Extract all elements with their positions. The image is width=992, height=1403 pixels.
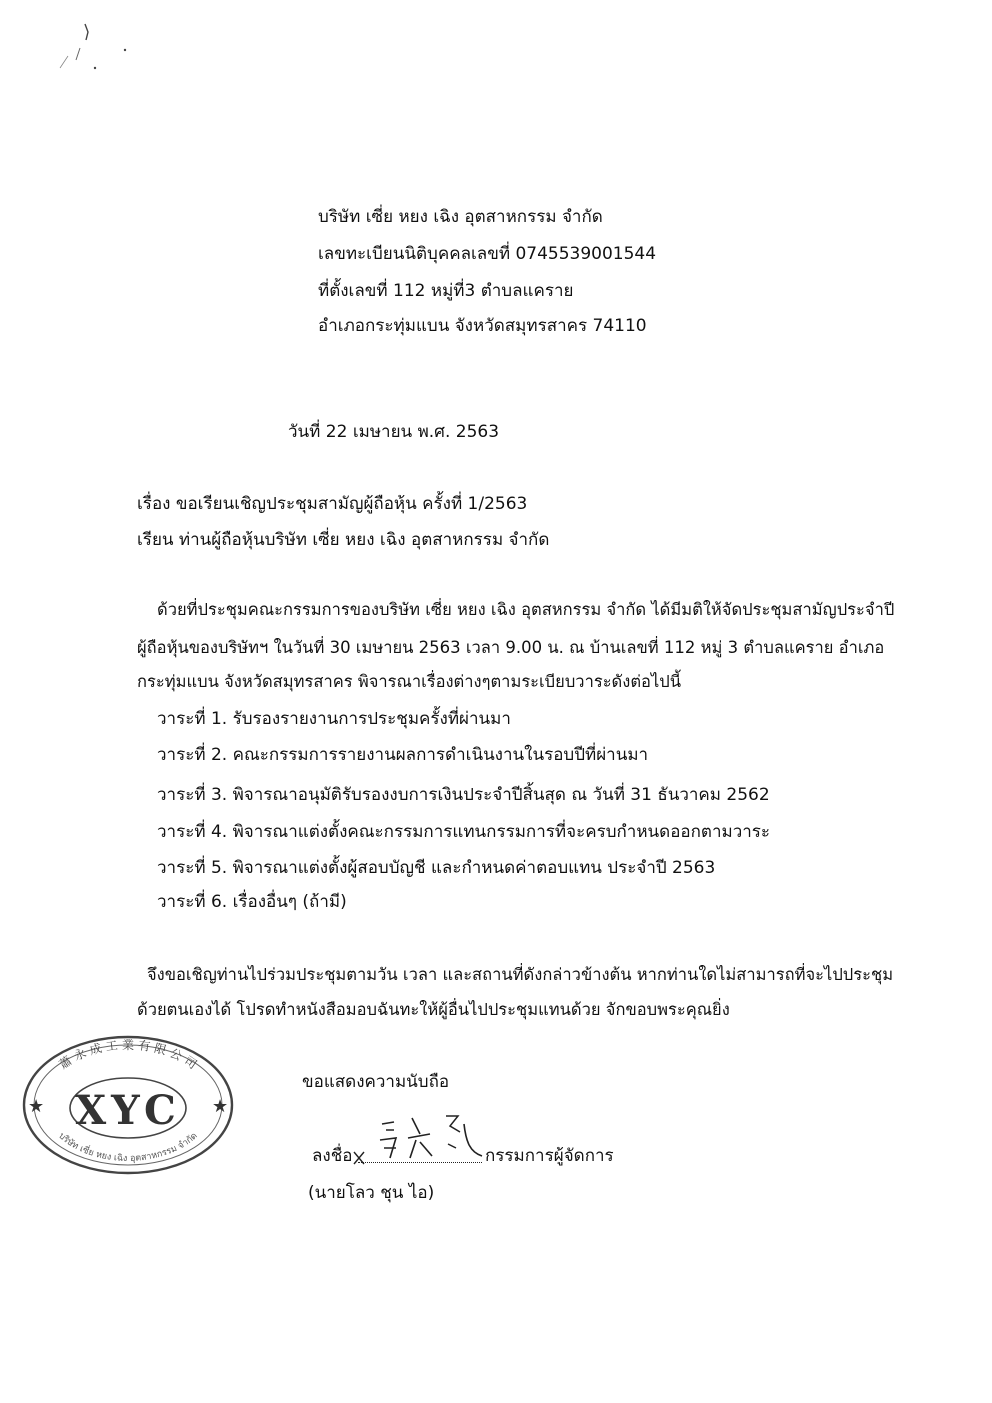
signer-title: กรรมการผู้จัดการ	[485, 1146, 614, 1166]
svg-text:XYC: XYC	[75, 1087, 181, 1134]
closing-line-2: ด้วยตนเองได้ โปรดทำหนังสือมอบฉันทะให้ผู้อื่นไปประชุมแทนด้วย จักขอบพระคุณยิ่ง	[137, 1000, 730, 1019]
svg-text:★: ★	[28, 1096, 45, 1117]
signature-label: ลงชื่อ	[312, 1146, 353, 1166]
svg-text:บริษัท เซี่ย หยง เฉิง อุตสาหกร: บริษัท เซี่ย หยง เฉิง อุตสาหกรรม จำกัด	[56, 1131, 200, 1164]
company-seal	[14, 1030, 242, 1180]
agenda-item-5: วาระที่ 5. พิจารณาแต่งตั้งผู้สอบบัญชี และกำหนดค่าตอบแทน ประจำปี 2563	[157, 858, 716, 878]
agenda-item-2: วาระที่ 2. คณะกรรมการรายงานผลการดำเนินงานในรอบปีที่ผ่านมา	[157, 745, 649, 765]
regards-text: ขอแสดงความนับถือ	[302, 1072, 450, 1092]
svg-text:★: ★	[212, 1096, 229, 1117]
scan-artifact	[30, 18, 140, 98]
letter-subject: เรื่อง ขอเรียนเชิญประชุมสามัญผู้ถือหุ้น ครั้งที่ 1/2563	[137, 494, 528, 514]
letter-recipient: เรียน ท่านผู้ถือหุ้นบริษัท เซี่ย หยง เฉิง อุตสาหกรรม จำกัด	[137, 530, 550, 550]
address-line-2: อำเภอกระทุ่มแบน จังหวัดสมุทรสาคร 74110	[318, 316, 647, 336]
registration-number: เลขทะเบียนนิติบุคคลเลขที่ 0745539001544	[318, 244, 657, 264]
signer-name: (นายโลว ชุน ไอ)	[308, 1183, 435, 1203]
svg-text:蕭 永 成 工 業 有 限 公 司: 蕭 永 成 工 業 有 限 公 司	[56, 1038, 200, 1072]
agenda-item-1: วาระที่ 1. รับรองรายงานการประชุมครั้งที่ผ่านมา	[157, 709, 511, 729]
handwritten-signature	[350, 1112, 490, 1170]
closing-line-1: จึงขอเชิญท่านไปร่วมประชุมตามวัน เวลา และสถานที่ดังกล่าวข้างต้น หากท่านใดไม่สามารถที่จะไปประชุม	[147, 965, 894, 984]
agenda-item-6: วาระที่ 6. เรื่องอื่นๆ (ถ้ามี)	[157, 892, 347, 912]
body-line-2: ผู้ถือหุ้นของบริษัทฯ ในวันที่ 30 เมษายน 2563 เวลา 9.00 น. ณ บ้านเลขที่ 112 หมู่ 3 ตำบลแคราย อำเภอ	[137, 638, 885, 657]
body-line-1: ด้วยที่ประชุมคณะกรรมการของบริษัท เซี่ย หยง เฉิง อุตสหกรรม จำกัด ได้มีมติให้จัดประชุมสามัญประจำปี	[157, 600, 895, 619]
address-line-1: ที่ตั้งเลขที่ 112 หมู่ที่3 ตำบลแคราย	[318, 281, 574, 301]
agenda-item-3: วาระที่ 3. พิจารณาอนุมัติรับรองงบการเงินประจำปีสิ้นสุด ณ วันที่ 31 ธันวาคม 2562	[157, 785, 770, 805]
agenda-item-4: วาระที่ 4. พิจารณาแต่งตั้งคณะกรรมการแทนกรรมการที่จะครบกำหนดออกตามวาระ	[157, 822, 771, 842]
letter-date: วันที่ 22 เมษายน พ.ศ. 2563	[288, 422, 500, 442]
company-name: บริษัท เซี่ย หยง เฉิง อุตสาหกรรม จำกัด	[318, 207, 603, 227]
body-line-3: กระทุ่มแบน จังหวัดสมุทรสาคร พิจารณาเรื่องต่างๆตามระเบียบวาระดังต่อไปนี้	[137, 672, 682, 691]
